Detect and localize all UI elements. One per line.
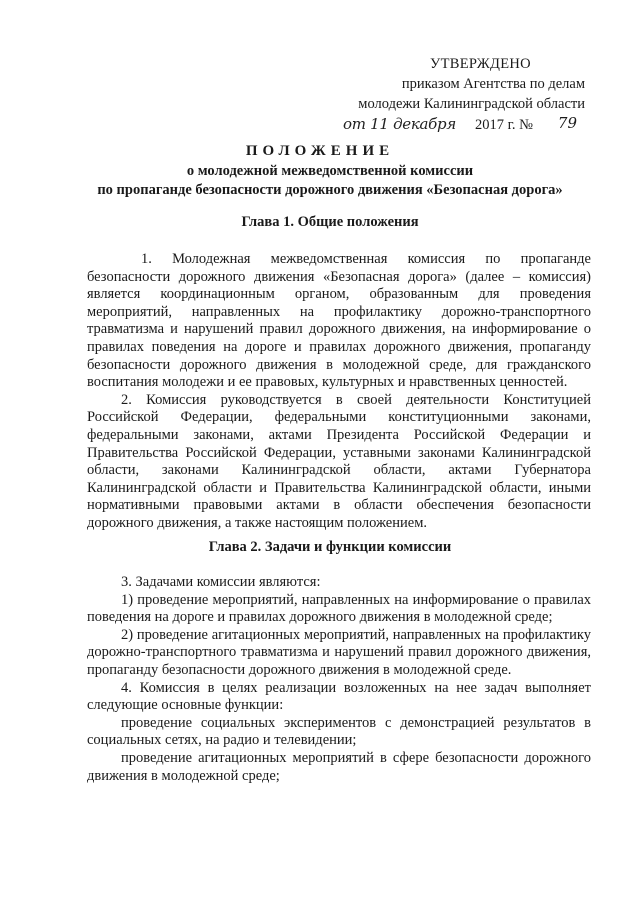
approval-year: 2017 г. № <box>474 117 533 133</box>
paragraph-2: 2. Комиссия руководствуется в своей деятельности Конституцией Российской Федерации, федеральными конституционными законами, федеральными законами, актами Президента Российской Федерации и Правительства Российской Федерации, уставными законами Калининградской области, законами Калининградской области, актами Губернатора Калининградской области и Правительства Калининградской области, иными нормативными правовыми актами в области обеспечения безопасности дорожного движения, а также настоящим положением. <box>87 391 591 531</box>
paragraph-3: 3. Задачами комиссии являются: <box>121 574 321 590</box>
approval-order-line: приказом Агентства по делам <box>401 76 585 92</box>
paragraph-4-function-1: проведение социальных экспериментов с демонстрацией результатов в социальных сетях, на радио и телевидении; <box>87 714 591 749</box>
chapter-2-heading: Глава 2. Задачи и функции комиссии <box>208 539 452 555</box>
approval-date-line <box>335 114 585 136</box>
chapter-1-heading: Глава 1. Общие положения <box>241 214 419 230</box>
paragraph-3-item-1: 1) проведение мероприятий, направленных на информирование о правилах поведения на дороге и правилах дорожного движения в молодежной среде; <box>87 591 591 626</box>
chapter-2-body <box>87 574 591 785</box>
handwritten-order-number: 79 <box>557 114 577 132</box>
subtitle-line-1: о молодежной межведомственной комиссии <box>186 163 474 179</box>
paragraph-3-item-2: 2) проведение агитационных мероприятий, направленных на профилактику дорожно-транспортного травматизма и нарушений правил дорожного движения, пропаганду безопасности дорожного движения в молодежной среде. <box>87 626 591 678</box>
document-title: ПОЛОЖЕНИЕ <box>245 143 395 159</box>
paragraph-4: 4. Комиссия в целях реализации возложенных на нее задач выполняет следующие основные функции: <box>87 679 591 714</box>
chapter-1-body <box>87 251 591 533</box>
approval-block <box>335 54 585 136</box>
subtitle-line-2: по пропаганде безопасности дорожного движения «Безопасная дорога» <box>97 182 563 198</box>
paragraph-4-function-2: проведение агитационных мероприятий в сфере безопасности дорожного движения в молодежной среде; <box>87 749 591 784</box>
approval-heading: УТВЕРЖДЕНО <box>430 56 531 72</box>
paragraph-1: 1. Молодежная межведомственная комиссия по пропаганде безопасности дорожного движения «Безопасная дорога» (далее – комиссия) является координационным органом, образованным для проведения мероприятий, направленных на профилактику дорожно-транспортного травматизма и нарушений правил дорожного движения, на информирование о правилах поведения на дороге и правилах дорожного движения, пропаганду безопасности дорожного движения в молодежной среде, для гражданского воспитания молодежи и ее правовых, культурных и нравственных ценностей. <box>87 251 591 391</box>
document-subtitle <box>60 162 600 200</box>
approval-agency-line: молодежи Калининградской области <box>358 96 585 112</box>
handwritten-date: от 11 декабря <box>343 115 456 133</box>
